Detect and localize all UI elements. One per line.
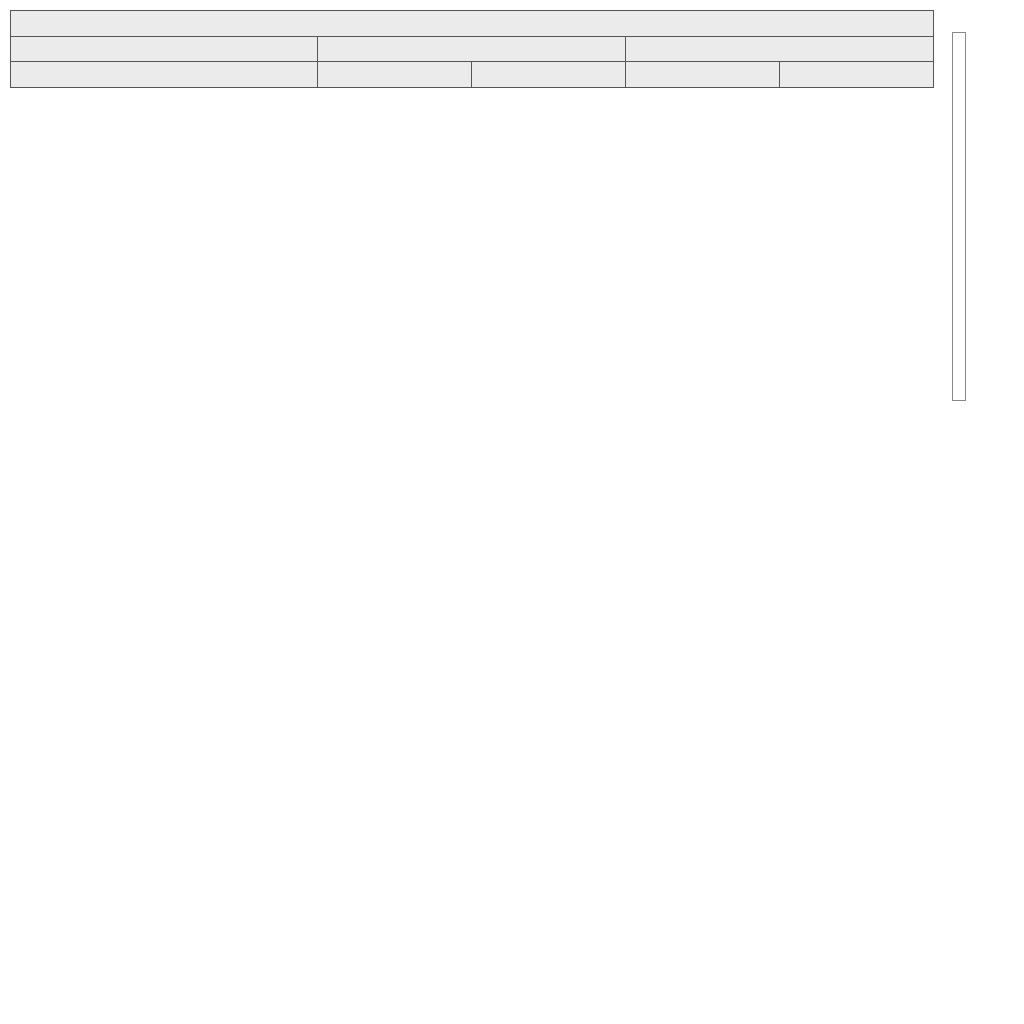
std-dev-header xyxy=(626,36,934,62)
mode-header xyxy=(780,62,934,88)
table-title xyxy=(11,11,934,37)
site-info-header xyxy=(11,62,318,88)
period-header xyxy=(11,36,318,62)
average-header xyxy=(318,36,626,62)
mode-header xyxy=(472,62,626,88)
stats-table xyxy=(10,10,934,87)
mode-header xyxy=(318,62,472,88)
mode-header xyxy=(626,62,780,88)
colorbar xyxy=(952,32,966,401)
